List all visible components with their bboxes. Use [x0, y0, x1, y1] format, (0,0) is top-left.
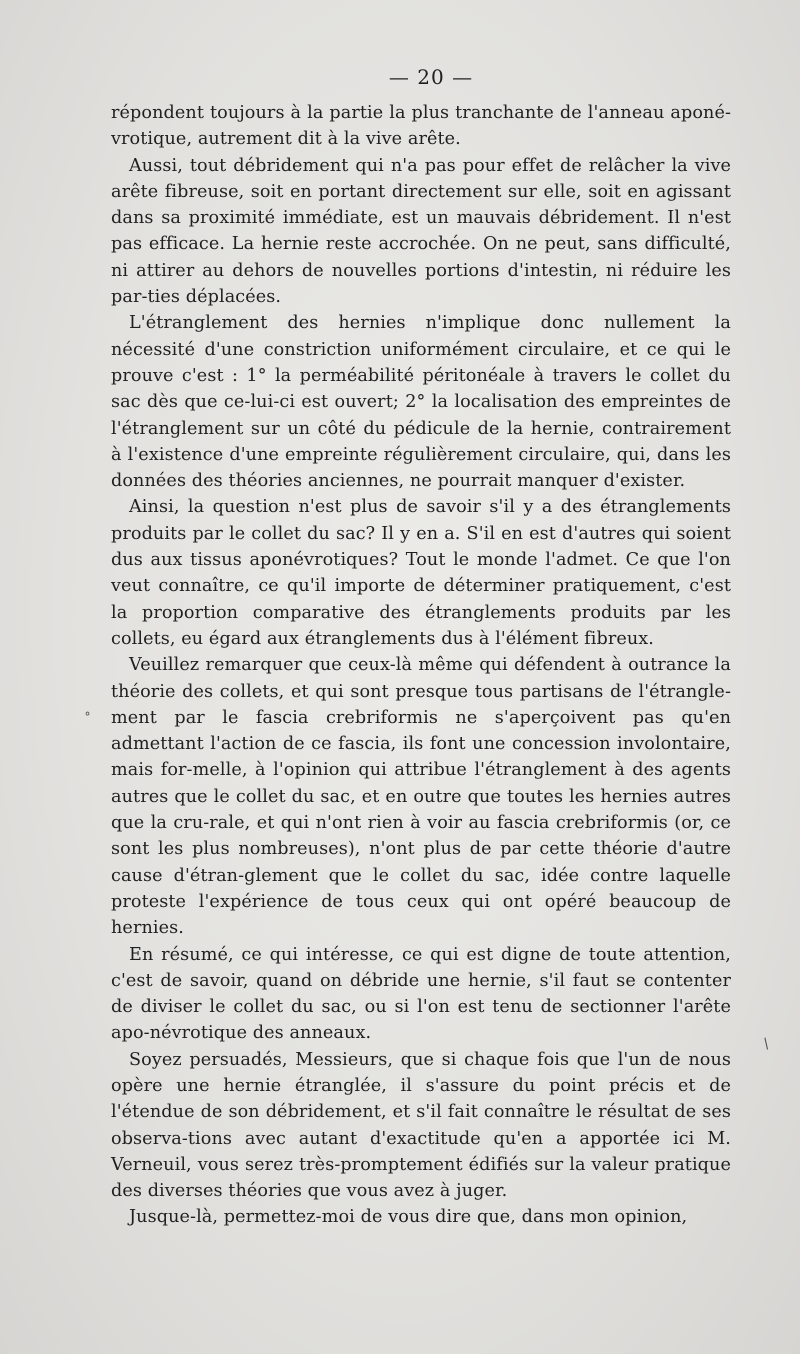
paragraph-5: Veuillez remarquer que ceux-là même qui défendent à outrance la théorie des collets, et qui sont presque tous partisans de l'étrangle-ment par le fascia crebriformis ne s'aperçoivent pas qu'en admettant l'action de ce fascia, ils font une concession involontaire, mais for-melle, à l'opinion qui attribue l'étranglement à des agents autres que le collet du sac, et en outre que toutes les hernies autres que la cru-rale, et qui n'ont rien à voir au fascia crebriformis (or, ce sont les plus nombreuses), n'ont plus de par cette théorie d'autre cause d'étran-glement que le collet du sac, idée contre laquelle proteste l'expérience de tous ceux qui ont opéré beaucoup de hernies. — [111, 655, 731, 939]
page-number: — 20 — — [388, 65, 474, 89]
document-page — [111, 62, 731, 1231]
margin-pen-stroke: / — [760, 1035, 773, 1053]
paragraph-6: En résumé, ce qui intéresse, ce qui est digne de toute attention, c'est de savoir, quand on débride une hernie, s'il faut se contenter de diviser le collet du sac, ou si l'on est tenu de sectionner l'arête apo-névrotique des anneaux. — [111, 944, 731, 1044]
margin-speck: ˚ — [84, 712, 91, 728]
paragraph-1: répondent toujours à la partie la plus tranchante de l'anneau aponé-vrotique, autrement dit à la vive arête. — [111, 103, 731, 150]
paragraph-3: L'étranglement des hernies n'implique donc nullement la nécessité d'une constriction uniformément circulaire, et ce qui le prouve c'est : 1° la perméabilité péritonéale à travers le collet du sac dès que ce-lui-ci est ouvert; 2° la localisation des empreintes de l'étranglement sur un côté du pédicule de la hernie, contrairement à l'existence d'une empreinte régulièrement circulaire, qui, dans les données des théories anciennes, ne pourrait manquer d'exister. — [111, 313, 731, 492]
paragraph-4: Ainsi, la question n'est plus de savoir s'il y a des étranglements produits par le collet du sac? Il y en a. S'il en est d'autres qui soient dus aux tissus aponévrotiques? Tout le monde l'admet. Ce que l'on veut connaître, ce qu'il importe de déterminer pratiquement, c'est la proportion comparative des étranglements produits par les collets, eu égard aux étranglements dus à l'élément fibreux. — [111, 497, 731, 649]
paragraph-8: Jusque-là, permettez-moi de vous dire que, dans mon opinion, — [129, 1207, 688, 1228]
paragraph-7: Soyez persuadés, Messieurs, que si chaque fois que l'un de nous opère une hernie étranglée, il s'assure du point précis et de l'étendue de son débridement, et s'il fait connaître le résultat de ses observa-tions avec autant d'exactitude qu'en a apportée ici M. Verneuil, vous serez très-promptement édifiés sur la valeur pratique des diverses théories que vous avez à juger. — [111, 1049, 731, 1202]
paragraph-2: Aussi, tout débridement qui n'a pas pour effet de relâcher la vive arête fibreuse, soit en portant directement sur elle, soit en agissant dans sa proximité immédiate, est un mauvais débridement. Il n'est pas efficace. La hernie reste accrochée. On ne peut, sans difficulté, ni attirer au dehors de nouvelles portions d'intestin, ni réduire les par-ties déplacées. — [111, 155, 731, 308]
